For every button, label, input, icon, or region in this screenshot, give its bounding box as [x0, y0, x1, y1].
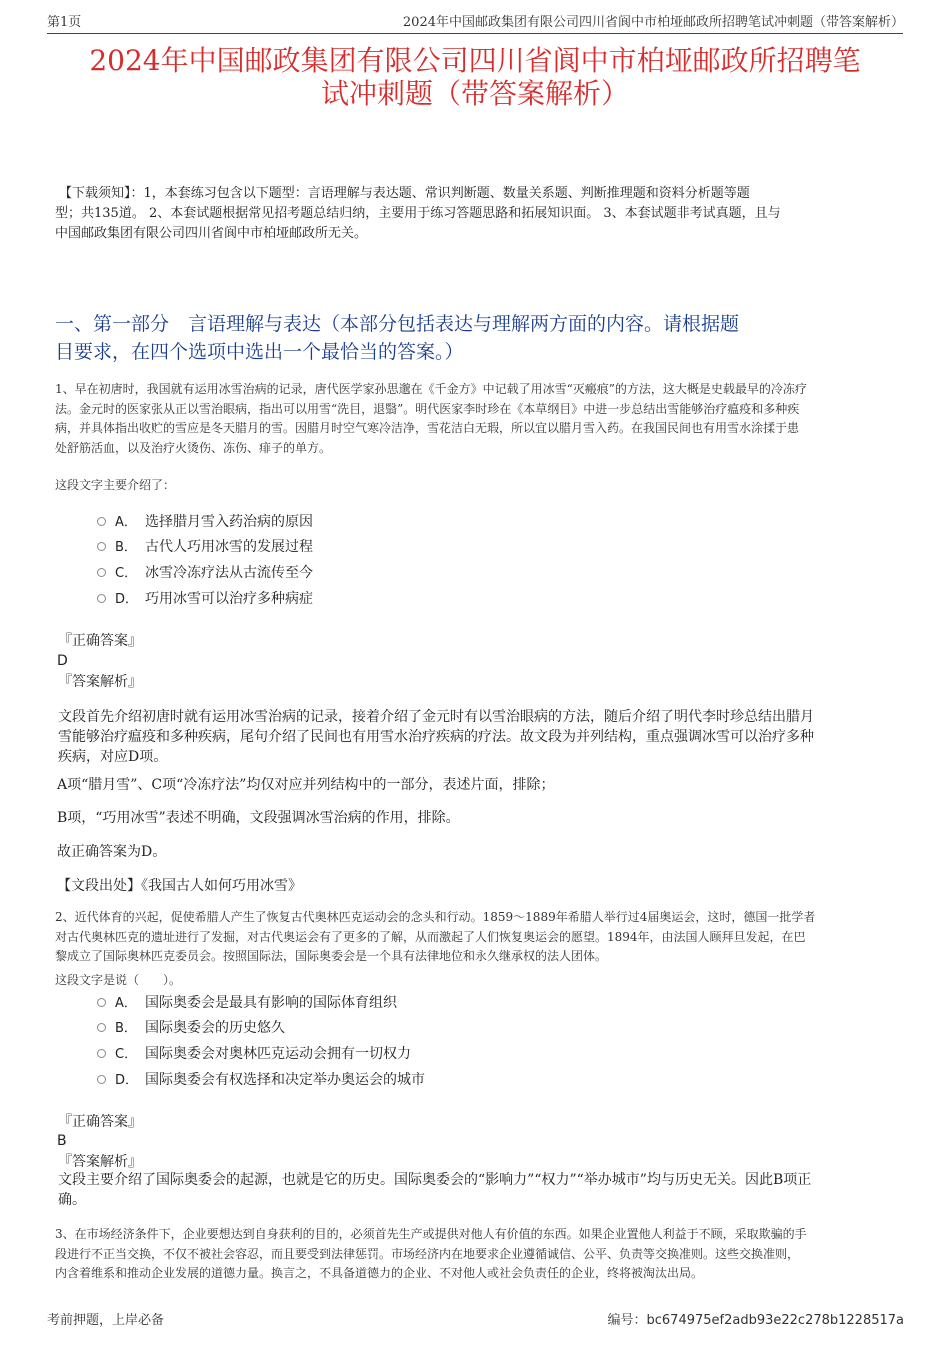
question-2-option-b[interactable]: B． 国际奥委会的历史悠久 [97, 1018, 285, 1038]
passage-line: 2、近代体育的兴起，促使希腊人产生了恢复古代奥林匹克运动会的念头和行动。1859～1889年希腊人举行过4届奥运会，这时，德国一批学者 [55, 910, 816, 924]
passage-line: 段进行不正当交换，不仅不被社会容忍，而且要受到法律惩罚。市场经济内在地要求企业遵循诚信、公平、负责等交换准则。这些交换准则， [55, 1246, 800, 1261]
running-header-title: 2024年中国邮政集团有限公司四川省阆中市柏垭邮政所招聘笔试冲刺题（带答案解析） [402, 15, 904, 30]
analysis-line: 雪能够治疗瘟疫和多种疾病，尾句介绍了民间也有用雪水治疗疾病的疗法。故文段为并列结构，重点强调冰雪可以治疗多种 [58, 729, 814, 745]
question-2-option-d[interactable]: D． 国际奥委会有权选择和决定举办奥运会的城市 [97, 1070, 425, 1090]
page-title-line-2: 试冲刺题（带答案解析） [320, 77, 629, 110]
passage-line: 处舒筋活血，以及治疗火烫伤、冻伤、痱子的单方。 [55, 440, 332, 455]
question-2-stem: 这段文字是说（ ）。 [55, 973, 182, 987]
question-1-analysis [58, 707, 908, 767]
analysis-line: 文段主要介绍了国际奥委会的起源，也就是它的历史。国际奥委会的“影响力”“权力”“举办城市”均与历史无关。因此B项正 [58, 1172, 812, 1188]
correct-answer: D [57, 653, 68, 669]
analysis-line: 疾病，对应D项。 [58, 749, 168, 765]
section-heading [55, 310, 905, 366]
passage-line: 3、在市场经济条件下，企业要想达到自身获利的目的，必须首先生产或提供对他人有价值的东西。如果企业置他人利益于不顾，采取欺骗的手 [55, 1227, 807, 1241]
question-1-passage [55, 380, 915, 458]
question-2-analysis [58, 1170, 908, 1210]
analysis-line: 确。 [58, 1192, 86, 1208]
question-1-option-d[interactable]: D． 巧用冰雪可以治疗多种病症 [97, 589, 313, 609]
question-2-passage [55, 908, 915, 967]
question-1-option-c[interactable]: C． 冰雪冷冻疗法从古流传至今 [97, 563, 313, 583]
question-2-option-a[interactable]: A． 国际奥委会是最具有影响的国际体育组织 [97, 993, 397, 1013]
page-title [40, 44, 910, 110]
document-code [607, 1312, 904, 1330]
analysis-label: 『答案解析』 [58, 1154, 142, 1170]
header-divider [47, 33, 903, 34]
passage-line: 病，并具体指出收贮的雪应是冬天腊月的雪。因腊月时空气寒冷洁净，雪花洁白无瑕，所以宜以腊月雪入药。在我国民间也有用雪水涂揉于患 [55, 421, 800, 435]
passage-source: 【文段出处】《我国古人如何巧用冰雪》 [57, 878, 302, 894]
notice-line-2: 型；共135道。 2、本套试题根据常见招考题总结归纳，主要用于练习答题思路和拓展知识面。 3、本套试题非考试真题，且与 [55, 206, 781, 221]
analysis-note-a: A项“腊月雪”、C项“冷冻疗法”均仅对应并列结构中的一部分，表述片面，排除； [57, 777, 555, 793]
analysis-line: 文段首先介绍初唐时就有运用冰雪治病的记录，接着介绍了金元时有以雪治眼病的方法，随后介绍了明代李时珍总结出腊月 [58, 709, 814, 725]
radio-icon[interactable] [97, 594, 106, 603]
section-heading-line-2: 目要求，在四个选项中选出一个最恰当的答案。） [55, 341, 464, 363]
radio-icon[interactable] [97, 1075, 106, 1084]
page-title-line-1: 2024年中国邮政集团有限公司四川省阆中市柏垭邮政所招聘笔 [89, 44, 861, 77]
passage-line: 1、早在初唐时，我国就有运用冰雪治病的记录，唐代医学家孙思邈在《千金方》中记载了用冰雪“灭瘢痕”的方法，这大概是史载最早的冷冻疗 [55, 382, 807, 396]
correct-answer-label: 『正确答案』 [58, 1114, 142, 1130]
radio-icon[interactable] [97, 1049, 106, 1058]
question-1-stem: 这段文字主要介绍了： [55, 478, 176, 492]
section-heading-line-1: 一、第一部分 言语理解与表达（本部分包括表达与理解两方面的内容。请根据题 [55, 313, 740, 335]
question-1-option-a[interactable]: A． 选择腊月雪入药治病的原因 [97, 512, 313, 532]
passage-line: 内含着维系和推动企业发展的道德力量。换言之，不具备道德力的企业、不对他人或社会负责任的企业，终将被淘汰出局。 [55, 1266, 704, 1280]
footer-slogan: 考前押题，上岸必备 [47, 1313, 165, 1328]
question-1-option-b[interactable]: B． 古代人巧用冰雪的发展过程 [97, 537, 313, 557]
passage-line: 法。金元时的医家张从正以雪治眼病，指出可以用雪“洗目，退翳”。明代医家李时珍在《本草纲目》中进一步总结出雪能够治疗瘟疫和多种疾 [55, 401, 800, 416]
question-3-passage [55, 1225, 915, 1284]
notice-line-1: 【下载须知】：1，本套练习包含以下题型：言语理解与表达题、常识判断题、数量关系题、判断推理题和资料分析题等题 [59, 186, 750, 201]
analysis-conclusion: 故正确答案为D。 [57, 844, 167, 860]
analysis-label: 『答案解析』 [58, 674, 142, 690]
radio-icon[interactable] [97, 998, 106, 1007]
document-code-label: 编号： [607, 1313, 647, 1328]
correct-answer-label: 『正确答案』 [58, 633, 142, 649]
question-2-option-c[interactable]: C． 国际奥委会对奥林匹克运动会拥有一切权力 [97, 1044, 411, 1064]
passage-line: 黎成立了国际奥林匹克委员会。按照国际法，国际奥委会是一个具有法律地位和永久继承权的法人团体。 [55, 949, 608, 963]
analysis-note-b: B项，“巧用冰雪”表述不明确，文段强调冰雪治病的作用，排除。 [57, 810, 460, 826]
passage-line: 对古代奥林匹克的遗址进行了发掘，对古代奥运会有了更多的了解，从而激起了人们恢复奥运会的愿望。1894年，由法国人顾拜旦发起，在巴 [55, 929, 806, 944]
document-code-value: bc674975ef2adb93e22c278b1228517a [646, 1313, 904, 1328]
radio-icon[interactable] [97, 1023, 106, 1032]
page-number: 第1页 [47, 15, 82, 30]
radio-icon[interactable] [97, 568, 106, 577]
radio-icon[interactable] [97, 517, 106, 526]
download-notice [55, 184, 915, 244]
correct-answer: B [57, 1133, 67, 1149]
notice-line-3: 中国邮政集团有限公司四川省阆中市柏垭邮政所无关。 [55, 226, 368, 241]
radio-icon[interactable] [97, 542, 106, 551]
